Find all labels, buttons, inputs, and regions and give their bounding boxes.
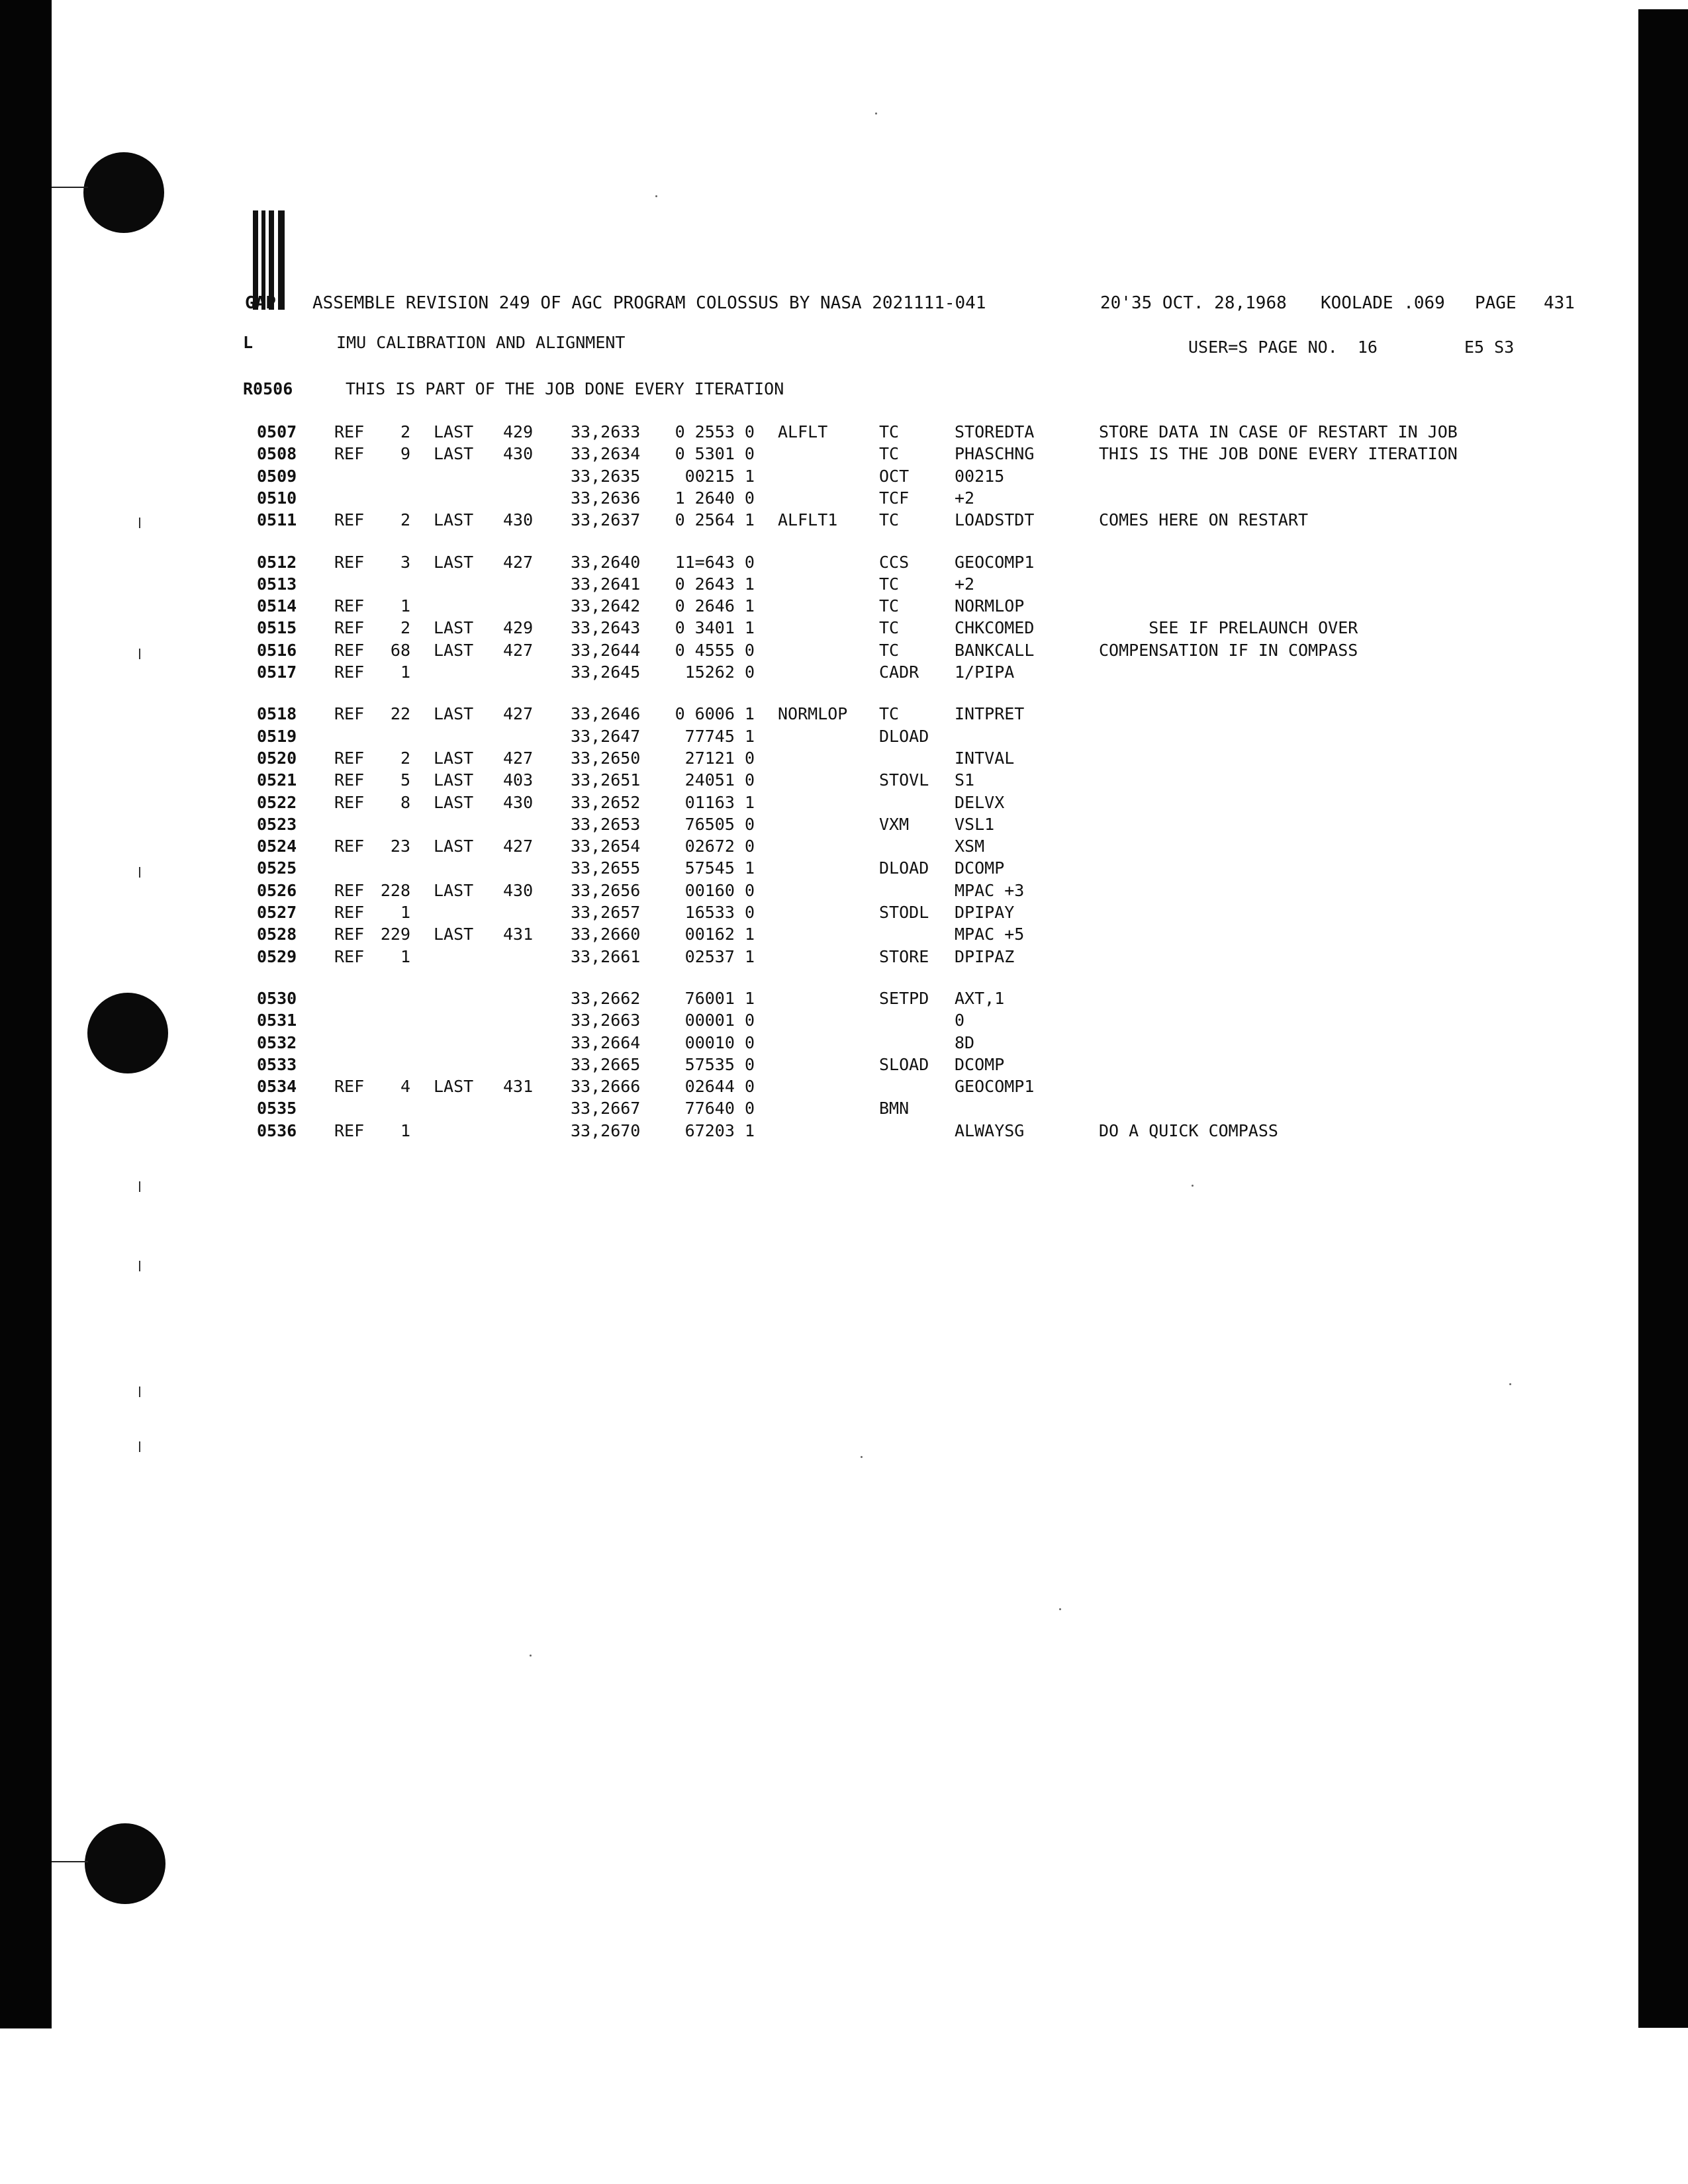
operand: MPAC +3 [955, 880, 1025, 900]
address: 33,2640 [571, 552, 641, 572]
line-number: 0517 [257, 662, 297, 682]
intro-comment: THIS IS PART OF THE JOB DONE EVERY ITERATION [346, 379, 784, 398]
operand: 00215 [955, 466, 1005, 486]
address: 33,2663 [571, 1011, 641, 1030]
octal-code: 0 3401 1 [675, 618, 755, 638]
last-page: 430 [503, 792, 534, 812]
address: 33,2656 [571, 880, 641, 900]
edge-mark [52, 187, 88, 188]
address: 33,2653 [571, 814, 641, 834]
last-marker: LAST [434, 552, 474, 572]
listing-row [0, 1054, 1688, 1075]
ref-count: 9 [400, 444, 410, 464]
listing-row [0, 661, 1688, 683]
comment: STORE DATA IN CASE OF RESTART IN JOB [1099, 422, 1458, 441]
scan-speck [875, 113, 877, 114]
last-marker: LAST [434, 444, 474, 464]
opcode: DLOAD [879, 726, 929, 746]
line-number: 0521 [257, 770, 297, 790]
header-prefix: GAP [245, 293, 276, 313]
opcode: BMN [879, 1099, 910, 1118]
octal-code: 02644 0 [684, 1077, 755, 1097]
operand: NORMLOP [955, 596, 1025, 616]
operand: PHASCHNG [955, 444, 1035, 464]
ref-marker: REF [334, 770, 365, 790]
ref-marker: REF [334, 510, 365, 530]
line-number: 0510 [257, 488, 297, 508]
address: 33,2641 [571, 574, 641, 594]
octal-code: 77640 0 [684, 1099, 755, 1118]
ref-marker: REF [334, 552, 365, 572]
opcode: SLOAD [879, 1054, 929, 1074]
octal-code: 15262 0 [684, 662, 755, 682]
listing-row [0, 1009, 1688, 1031]
address: 33,2652 [571, 792, 641, 812]
listing-row [0, 617, 1688, 639]
address: 33,2646 [571, 704, 641, 724]
last-page: 429 [503, 618, 534, 638]
ref-marker: REF [334, 618, 365, 638]
operand: DCOMP [955, 1054, 1005, 1074]
line-number: 0534 [257, 1077, 297, 1097]
opcode: TC [879, 596, 900, 616]
opcode: STORE [879, 946, 929, 966]
opcode: OCT [879, 466, 910, 486]
octal-code: 02672 0 [684, 837, 755, 856]
line-number: 0529 [257, 946, 297, 966]
last-marker: LAST [434, 618, 474, 638]
octal-code: 01163 1 [684, 792, 755, 812]
octal-code: 76001 1 [684, 988, 755, 1008]
line-number: 0511 [257, 510, 297, 530]
line-number: 0533 [257, 1054, 297, 1074]
operand: XSM [955, 837, 985, 856]
line-number: 0507 [257, 422, 297, 441]
ref-count: 1 [400, 903, 410, 922]
listing-row [0, 1097, 1688, 1119]
scan-speck [861, 1456, 863, 1458]
last-page: 427 [503, 552, 534, 572]
ref-count: 1 [400, 662, 410, 682]
last-page: 427 [503, 704, 534, 724]
address: 33,2647 [571, 726, 641, 746]
address: 33,2660 [571, 925, 641, 944]
line-number: 0535 [257, 1099, 297, 1118]
ref-count: 2 [400, 422, 410, 441]
ref-count: 2 [400, 748, 410, 768]
margin-tick [139, 1441, 140, 1452]
last-marker: LAST [434, 640, 474, 660]
line-number: 0530 [257, 988, 297, 1008]
address: 33,2643 [571, 618, 641, 638]
opcode: TC [879, 444, 900, 464]
last-marker: LAST [434, 925, 474, 944]
listing-row [0, 813, 1688, 835]
listing-row [0, 769, 1688, 791]
ref-count: 1 [400, 1120, 410, 1140]
listing-row [0, 1032, 1688, 1054]
operand: STOREDTA [955, 422, 1035, 441]
listing-row [0, 835, 1688, 857]
ref-marker: REF [334, 422, 365, 441]
ref-count: 2 [400, 510, 410, 530]
octal-code: 0 2646 1 [675, 596, 755, 616]
operand: LOADSTDT [955, 510, 1035, 530]
listing-row [0, 551, 1688, 573]
operand: CHKCOMED [955, 618, 1035, 638]
opcode: TC [879, 704, 900, 724]
opcode: TC [879, 510, 900, 530]
listing-row [0, 443, 1688, 465]
comment: DO A QUICK COMPASS [1099, 1120, 1278, 1140]
address: 33,2645 [571, 662, 641, 682]
operand: DCOMP [955, 858, 1005, 878]
operand: 0 [955, 1011, 965, 1030]
listing-row [0, 1120, 1688, 1142]
ref-count: 1 [400, 946, 410, 966]
header-page-number: 431 [1544, 293, 1575, 313]
opcode: DLOAD [879, 858, 929, 878]
octal-code: 02537 1 [684, 946, 755, 966]
ref-marker: REF [334, 748, 365, 768]
octal-code: 11=643 0 [675, 552, 755, 572]
line-number: 0522 [257, 792, 297, 812]
line-number: 0514 [257, 596, 297, 616]
last-page: 427 [503, 640, 534, 660]
octal-code: 00215 1 [684, 466, 755, 486]
address: 33,2664 [571, 1032, 641, 1052]
address: 33,2670 [571, 1120, 641, 1140]
last-page: 429 [503, 422, 534, 441]
last-marker: LAST [434, 770, 474, 790]
address: 33,2637 [571, 510, 641, 530]
listing-row [0, 725, 1688, 747]
last-marker: LAST [434, 880, 474, 900]
ref-marker: REF [334, 444, 365, 464]
octal-code: 0 5301 0 [675, 444, 755, 464]
address: 33,2666 [571, 1077, 641, 1097]
ref-count: 229 [380, 925, 410, 944]
ref-marker: REF [334, 1120, 365, 1140]
operand: DPIPAY [955, 903, 1015, 922]
listing-row [0, 509, 1688, 531]
operand: VSL1 [955, 814, 995, 834]
ref-marker: REF [334, 662, 365, 682]
operand: MPAC +5 [955, 925, 1025, 944]
octal-code: 0 2643 1 [675, 574, 755, 594]
opcode: CADR [879, 662, 919, 682]
octal-code: 0 6006 1 [675, 704, 755, 724]
line-number: 0526 [257, 880, 297, 900]
listing-row [0, 792, 1688, 813]
ref-count: 4 [400, 1077, 410, 1097]
opcode: TC [879, 640, 900, 660]
listing-row [0, 946, 1688, 968]
margin-tick [139, 1261, 140, 1271]
ref-count: 22 [390, 704, 410, 724]
address: 33,2661 [571, 946, 641, 966]
user-page-number: USER=S PAGE NO. 16 [1188, 338, 1378, 357]
octal-code: 00010 0 [684, 1032, 755, 1052]
comment: COMES HERE ON RESTART [1099, 510, 1309, 530]
address: 33,2665 [571, 1054, 641, 1074]
ref-marker: REF [334, 596, 365, 616]
address: 33,2654 [571, 837, 641, 856]
ref-count: 1 [400, 596, 410, 616]
last-page: 430 [503, 444, 534, 464]
operand: INTVAL [955, 748, 1015, 768]
last-page: 430 [503, 880, 534, 900]
octal-code: 27121 0 [684, 748, 755, 768]
address: 33,2667 [571, 1099, 641, 1118]
last-page: 431 [503, 1077, 534, 1097]
listing-row [0, 880, 1688, 901]
listing-row [0, 573, 1688, 595]
line-number: 0525 [257, 858, 297, 878]
listing-row [0, 487, 1688, 509]
last-marker: LAST [434, 704, 474, 724]
operand: DPIPAZ [955, 946, 1015, 966]
listing-row [0, 1075, 1688, 1097]
ref-count: 5 [400, 770, 410, 790]
opcode: TC [879, 422, 900, 441]
edge-mark [52, 1861, 88, 1862]
octal-code: 0 4555 0 [675, 640, 755, 660]
comment: SEE IF PRELAUNCH OVER [1099, 618, 1358, 638]
comment: COMPENSATION IF IN COMPASS [1099, 640, 1358, 660]
line-number: 0531 [257, 1011, 297, 1030]
opcode: STOVL [879, 770, 929, 790]
line-number: 0513 [257, 574, 297, 594]
scan-speck [1059, 1608, 1061, 1610]
octal-code: 00001 0 [684, 1011, 755, 1030]
label: NORMLOP [778, 704, 848, 724]
last-page: 431 [503, 925, 534, 944]
octal-code: 1 2640 0 [675, 488, 755, 508]
line-number: 0516 [257, 640, 297, 660]
operand: GEOCOMP1 [955, 1077, 1035, 1097]
punch-hole-bottom [85, 1823, 165, 1904]
ref-marker: REF [334, 704, 365, 724]
last-marker: LAST [434, 1077, 474, 1097]
log-code: L [243, 333, 254, 352]
address: 33,2651 [571, 770, 641, 790]
octal-code: 0 2564 1 [675, 510, 755, 530]
operand: AXT,1 [955, 988, 1005, 1008]
address: 33,2657 [571, 903, 641, 922]
address: 33,2634 [571, 444, 641, 464]
line-number: 0536 [257, 1120, 297, 1140]
opcode: TC [879, 574, 900, 594]
ref-count: 228 [380, 880, 410, 900]
operand: +2 [955, 488, 975, 508]
last-marker: LAST [434, 510, 474, 530]
address: 33,2655 [571, 858, 641, 878]
octal-code: 00162 1 [684, 925, 755, 944]
listing-row [0, 639, 1688, 661]
ref-marker: REF [334, 925, 365, 944]
opcode: CCS [879, 552, 910, 572]
octal-code: 0 2553 0 [675, 422, 755, 441]
opcode: SETPD [879, 988, 929, 1008]
operand: DELVX [955, 792, 1005, 812]
last-marker: LAST [434, 837, 474, 856]
octal-code: 24051 0 [684, 770, 755, 790]
last-marker: LAST [434, 748, 474, 768]
address: 33,2636 [571, 488, 641, 508]
octal-code: 76505 0 [684, 814, 755, 834]
last-marker: LAST [434, 422, 474, 441]
line-number: 0519 [257, 726, 297, 746]
operand: 1/PIPA [955, 662, 1015, 682]
operand: +2 [955, 574, 975, 594]
scan-speck [655, 195, 657, 197]
octal-code: 77745 1 [684, 726, 755, 746]
address: 33,2633 [571, 422, 641, 441]
ref-marker: REF [334, 880, 365, 900]
label: ALFLT1 [778, 510, 838, 530]
address: 33,2644 [571, 640, 641, 660]
last-page: 427 [503, 837, 534, 856]
scan-speck [530, 1655, 532, 1657]
last-page: 427 [503, 748, 534, 768]
ref-marker: REF [334, 792, 365, 812]
operand: INTPRET [955, 704, 1025, 724]
ref-count: 2 [400, 618, 410, 638]
ref-marker: REF [334, 640, 365, 660]
scan-speck [1192, 1185, 1194, 1187]
address: 33,2635 [571, 466, 641, 486]
margin-tick [139, 1387, 140, 1397]
margin-tick [139, 1181, 140, 1192]
last-page: 430 [503, 510, 534, 530]
line-number: 0527 [257, 903, 297, 922]
line-number: 0518 [257, 704, 297, 724]
ref-marker: REF [334, 837, 365, 856]
operand: S1 [955, 770, 975, 790]
intro-line-number: R0506 [243, 379, 293, 398]
ref-marker: REF [334, 946, 365, 966]
listing-row [0, 901, 1688, 923]
operand: 8D [955, 1032, 975, 1052]
line-number: 0515 [257, 618, 297, 638]
line-number: 0528 [257, 925, 297, 944]
line-number: 0532 [257, 1032, 297, 1052]
listing-row [0, 421, 1688, 443]
listing-row [0, 987, 1688, 1009]
header-page-label: PAGE [1475, 293, 1517, 313]
listing-row [0, 703, 1688, 725]
octal-code: 16533 0 [684, 903, 755, 922]
ref-count: 23 [390, 837, 410, 856]
ref-count: 8 [400, 792, 410, 812]
octal-code: 57535 0 [684, 1054, 755, 1074]
scan-speck [1509, 1383, 1511, 1385]
opcode: VXM [879, 814, 910, 834]
address: 33,2662 [571, 988, 641, 1008]
opcode: TC [879, 618, 900, 638]
octal-code: 00160 0 [684, 880, 755, 900]
ref-marker: REF [334, 903, 365, 922]
label: ALFLT [778, 422, 828, 441]
line-number: 0509 [257, 466, 297, 486]
header-timestamp: 20'35 OCT. 28,1968 [1100, 293, 1287, 313]
listing-row [0, 747, 1688, 769]
operand: BANKCALL [955, 640, 1035, 660]
header-title: ASSEMBLE REVISION 249 OF AGC PROGRAM COLOSSUS BY NASA 2021111-041 [312, 293, 986, 313]
listing-row [0, 595, 1688, 617]
listing-row [0, 923, 1688, 945]
line-number: 0524 [257, 837, 297, 856]
opcode: TCF [879, 488, 910, 508]
last-page: 403 [503, 770, 534, 790]
last-marker: LAST [434, 792, 474, 812]
ref-count: 68 [390, 640, 410, 660]
line-number: 0512 [257, 552, 297, 572]
listing-flags: E5 S3 [1464, 338, 1515, 357]
line-number: 0508 [257, 444, 297, 464]
address: 33,2642 [571, 596, 641, 616]
listing-row [0, 465, 1688, 487]
line-number: 0520 [257, 748, 297, 768]
header-user: KOOLADE .069 [1321, 293, 1445, 313]
address: 33,2650 [571, 748, 641, 768]
listing-row [0, 857, 1688, 879]
operand: ALWAYSG [955, 1120, 1025, 1140]
comment: THIS IS THE JOB DONE EVERY ITERATION [1099, 444, 1458, 464]
line-number: 0523 [257, 814, 297, 834]
opcode: STODL [879, 903, 929, 922]
octal-code: 67203 1 [684, 1120, 755, 1140]
octal-code: 57545 1 [684, 858, 755, 878]
section-title: IMU CALIBRATION AND ALIGNMENT [336, 333, 626, 352]
ref-marker: REF [334, 1077, 365, 1097]
operand: GEOCOMP1 [955, 552, 1035, 572]
ref-count: 3 [400, 552, 410, 572]
punch-hole-top [83, 152, 164, 233]
